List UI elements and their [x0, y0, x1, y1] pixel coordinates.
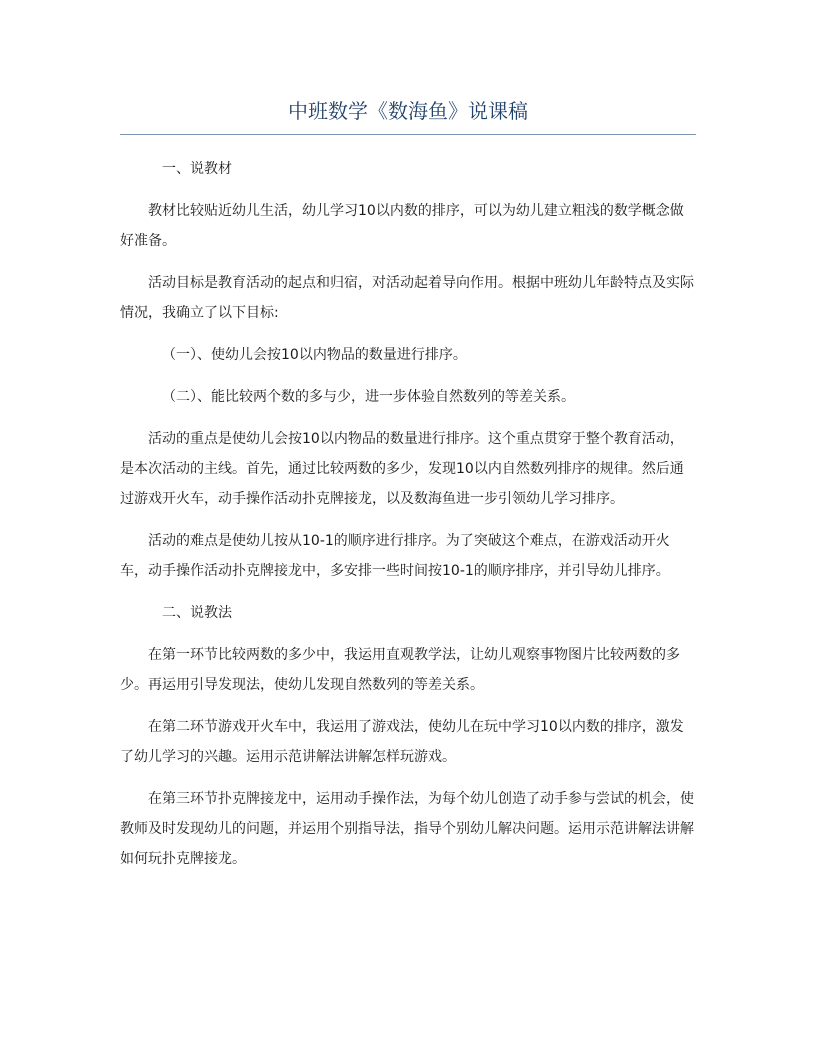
paragraph: 在第三环节扑克牌接龙中，运用动手操作法，为每个幼儿创造了动手参与尝试的机会，使教师及时发现幼儿的问题，并运用个别指导法，指导个别幼儿解决问题。运用示范讲解法讲解如何玩扑克牌接龙。	[120, 791, 694, 867]
paragraph: 活动的重点是使幼儿会按10以内物品的数量进行排序。这个重点贯穿于整个教育活动，是本次活动的主线。首先，通过比较两数的多少，发现10以内自然数列排序的规律。然后通过游戏开火车，动手操作活动扑克牌接龙，以及数海鱼进一步引领幼儿学习排序。	[120, 431, 684, 507]
paragraph: 在第二环节游戏开火车中，我运用了游戏法，使幼儿在玩中学习10以内数的排序，激发了幼儿学习的兴趣。运用示范讲解法讲解怎样玩游戏。	[120, 719, 684, 765]
paragraph: 活动目标是教育活动的起点和归宿，对活动起着导向作用。根据中班幼儿年龄特点及实际情况，我确立了以下目标:	[120, 275, 694, 321]
document-title: 中班数学《数海鱼》说课稿	[288, 99, 528, 123]
section-heading-teaching-material: 一、说教材	[162, 161, 232, 177]
paragraph: 在第一环节比较两数的多少中，我运用直观教学法，让幼儿观察事物图片比较两数的多少。再运用引导发现法，使幼儿发现自然数列的等差关系。	[120, 647, 680, 693]
goal-item-2: （二）、能比较两个数的多与少，进一步体验自然数列的等差关系。	[162, 389, 575, 405]
paragraph: 活动的难点是使幼儿按从10-1的顺序进行排序。为了突破这个难点，在游戏活动开火车，动手操作活动扑克牌接龙中，多安排一些时间按10-1的顺序排序，并引导幼儿排序。	[120, 533, 670, 579]
section-heading-teaching-method: 二、说教法	[162, 605, 232, 621]
document-body	[120, 154, 696, 886]
goal-item-1: （一）、使幼儿会按10以内物品的数量进行排序。	[162, 347, 467, 363]
paragraph: 教材比较贴近幼儿生活，幼儿学习10以内数的排序，可以为幼儿建立粗浅的数学概念做好准备。	[120, 203, 684, 249]
title-divider	[120, 134, 696, 135]
